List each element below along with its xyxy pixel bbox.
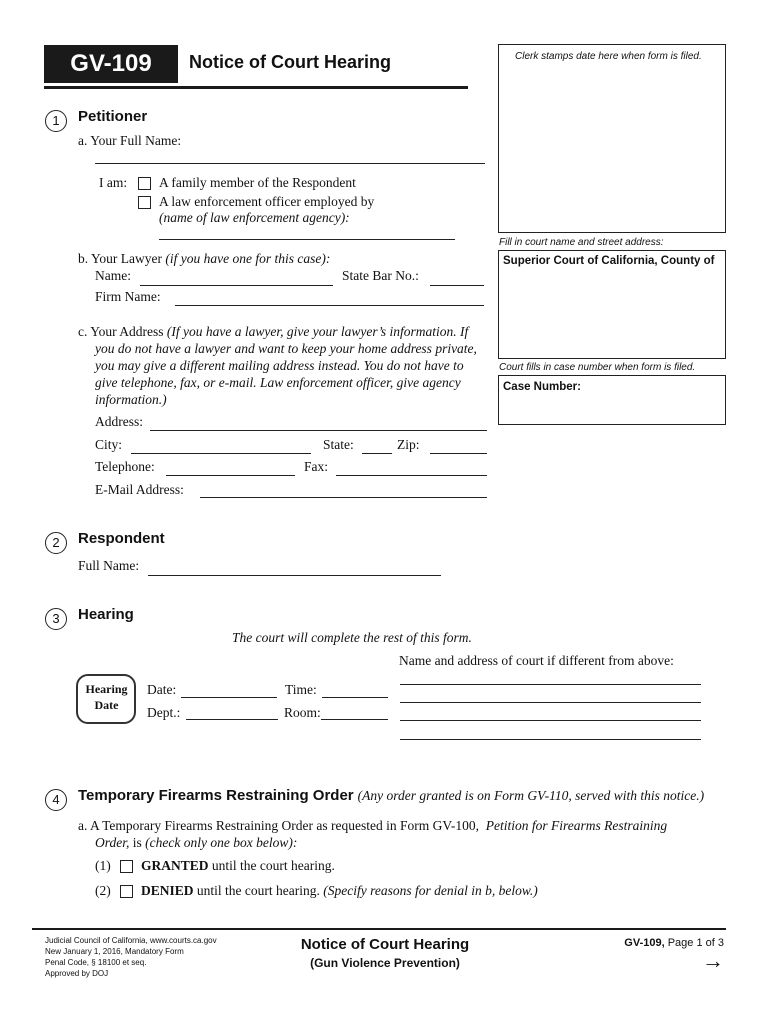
- respondent-title: Respondent: [78, 530, 165, 547]
- respondent-full-name-field[interactable]: [148, 575, 441, 576]
- hearing-badge-line2: Date: [94, 698, 119, 712]
- address-note-2: you do not have a lawyer and want to keep your home address private,: [95, 341, 477, 356]
- respondent-full-name-label: Full Name:: [78, 558, 140, 573]
- email-field[interactable]: [200, 497, 487, 498]
- next-page-arrow-icon: →: [702, 948, 724, 973]
- your-full-name-field[interactable]: [95, 163, 485, 164]
- court-complete-note: The court will complete the rest of this form.: [232, 630, 472, 645]
- denied-checkbox[interactable]: [120, 885, 133, 898]
- option-2-number: (2): [95, 883, 111, 898]
- hearing-title: Hearing: [78, 606, 134, 623]
- denied-label: DENIED until the court hearing. (Specify reasons for denial in b, below.): [141, 883, 538, 898]
- law-enforcement-label: A law enforcement officer employed by: [159, 194, 375, 209]
- clerk-stamp-box: [498, 44, 726, 233]
- family-member-checkbox[interactable]: [138, 177, 151, 190]
- tfro-a-line2: Order, is (check only one box below):: [95, 835, 298, 850]
- form-id: GV-109: [70, 50, 152, 77]
- alt-court-label: Name and address of court if different from above:: [399, 653, 674, 668]
- case-number-label: Case Number:: [503, 381, 581, 393]
- case-number-note: Court fills in case number when form is filed.: [499, 362, 696, 373]
- hearing-badge-line1: Hearing: [85, 682, 128, 696]
- tfro-heading: [78, 787, 704, 805]
- court-name-label: Superior Court of California, County of: [503, 255, 715, 267]
- state-field[interactable]: [362, 453, 392, 454]
- city-label: City:: [95, 437, 123, 452]
- tfro-title: Temporary Firearms Restraining Order: [78, 787, 354, 804]
- state-bar-label: State Bar No.:: [342, 268, 419, 283]
- alt-court-line-2[interactable]: [400, 702, 701, 703]
- your-lawyer-label: b. Your Lawyer (if you have one for this case):: [78, 251, 331, 266]
- hearing-dept-field[interactable]: [186, 719, 278, 720]
- address-note-4: give telephone, fax, or e-mail. Law enforcement officer, give agency: [95, 375, 461, 390]
- section-1-number: 1: [45, 110, 67, 132]
- fax-label: Fax:: [304, 459, 329, 474]
- header-rule: [44, 86, 468, 89]
- footer-rule: [32, 928, 726, 930]
- address-note-5: information.): [95, 392, 167, 407]
- section-2-number: 2: [45, 532, 67, 554]
- hearing-date-field[interactable]: [181, 697, 277, 698]
- alt-court-line-1[interactable]: [400, 684, 701, 685]
- court-fill-note: Fill in court name and street address:: [499, 237, 664, 248]
- alt-court-line-4[interactable]: [400, 739, 701, 740]
- hearing-room-field[interactable]: [321, 719, 388, 720]
- hearing-room-label: Room:: [284, 705, 321, 720]
- footer-title: Notice of Court Hearing: [300, 936, 470, 953]
- footer-approved: Approved by DOJ: [45, 969, 109, 978]
- tfro-title-note: (Any order granted is on Form GV-110, served with this notice.): [357, 788, 705, 803]
- granted-checkbox[interactable]: [120, 860, 133, 873]
- agency-field[interactable]: [159, 239, 455, 240]
- address-field[interactable]: [150, 430, 487, 431]
- hearing-time-label: Time:: [285, 682, 317, 697]
- form-title: Notice of Court Hearing: [189, 52, 392, 72]
- section-3-number: 3: [45, 608, 67, 630]
- fax-field[interactable]: [336, 475, 487, 476]
- address-label: Address:: [95, 414, 143, 429]
- state-label: State:: [323, 437, 354, 452]
- lawyer-name-label: Name:: [95, 268, 131, 283]
- family-member-label: A family member of the Respondent: [159, 175, 356, 190]
- footer-penal: Penal Code, § 18100 et seq.: [45, 958, 147, 967]
- section-4-number: 4: [45, 789, 67, 811]
- alt-court-line-3[interactable]: [400, 720, 701, 721]
- footer-page: GV-109, Page 1 of 3: [624, 937, 724, 949]
- option-1-number: (1): [95, 858, 111, 873]
- city-field[interactable]: [131, 453, 311, 454]
- zip-label: Zip:: [397, 437, 420, 452]
- granted-label: GRANTED until the court hearing.: [141, 858, 335, 873]
- footer-council: Judicial Council of California, www.courts.ca.gov: [45, 936, 217, 945]
- firm-name-label: Firm Name:: [95, 289, 161, 304]
- i-am-label: I am:: [99, 175, 128, 190]
- hearing-date-label: Date:: [147, 682, 177, 697]
- hearing-dept-label: Dept.:: [147, 705, 181, 720]
- address-note-3: you may give a different mailing address instead. You do not have to: [95, 358, 464, 373]
- footer-subtitle: (Gun Violence Prevention): [310, 956, 460, 970]
- petitioner-title: Petitioner: [78, 108, 148, 125]
- telephone-field[interactable]: [166, 475, 295, 476]
- firm-name-field[interactable]: [175, 305, 484, 306]
- zip-field[interactable]: [430, 453, 487, 454]
- agency-note: (name of law enforcement agency):: [159, 210, 350, 225]
- lawyer-name-field[interactable]: [140, 285, 333, 286]
- email-label: E-Mail Address:: [95, 482, 184, 497]
- footer-effective: New January 1, 2016, Mandatory Form: [45, 947, 184, 956]
- law-enforcement-checkbox[interactable]: [138, 196, 151, 209]
- your-full-name-label: a. Your Full Name:: [78, 133, 182, 148]
- your-address-label: c. Your Address (If you have a lawyer, give your lawyer’s information. If: [78, 324, 469, 339]
- state-bar-field[interactable]: [430, 285, 484, 286]
- clerk-stamp-note: Clerk stamps date here when form is filed.: [515, 51, 702, 62]
- tfro-a-line1: a. A Temporary Firearms Restraining Order as requested in Form GV-100, Petition for Firearms Restraining: [78, 818, 668, 833]
- hearing-time-field[interactable]: [322, 697, 388, 698]
- telephone-label: Telephone:: [95, 459, 155, 474]
